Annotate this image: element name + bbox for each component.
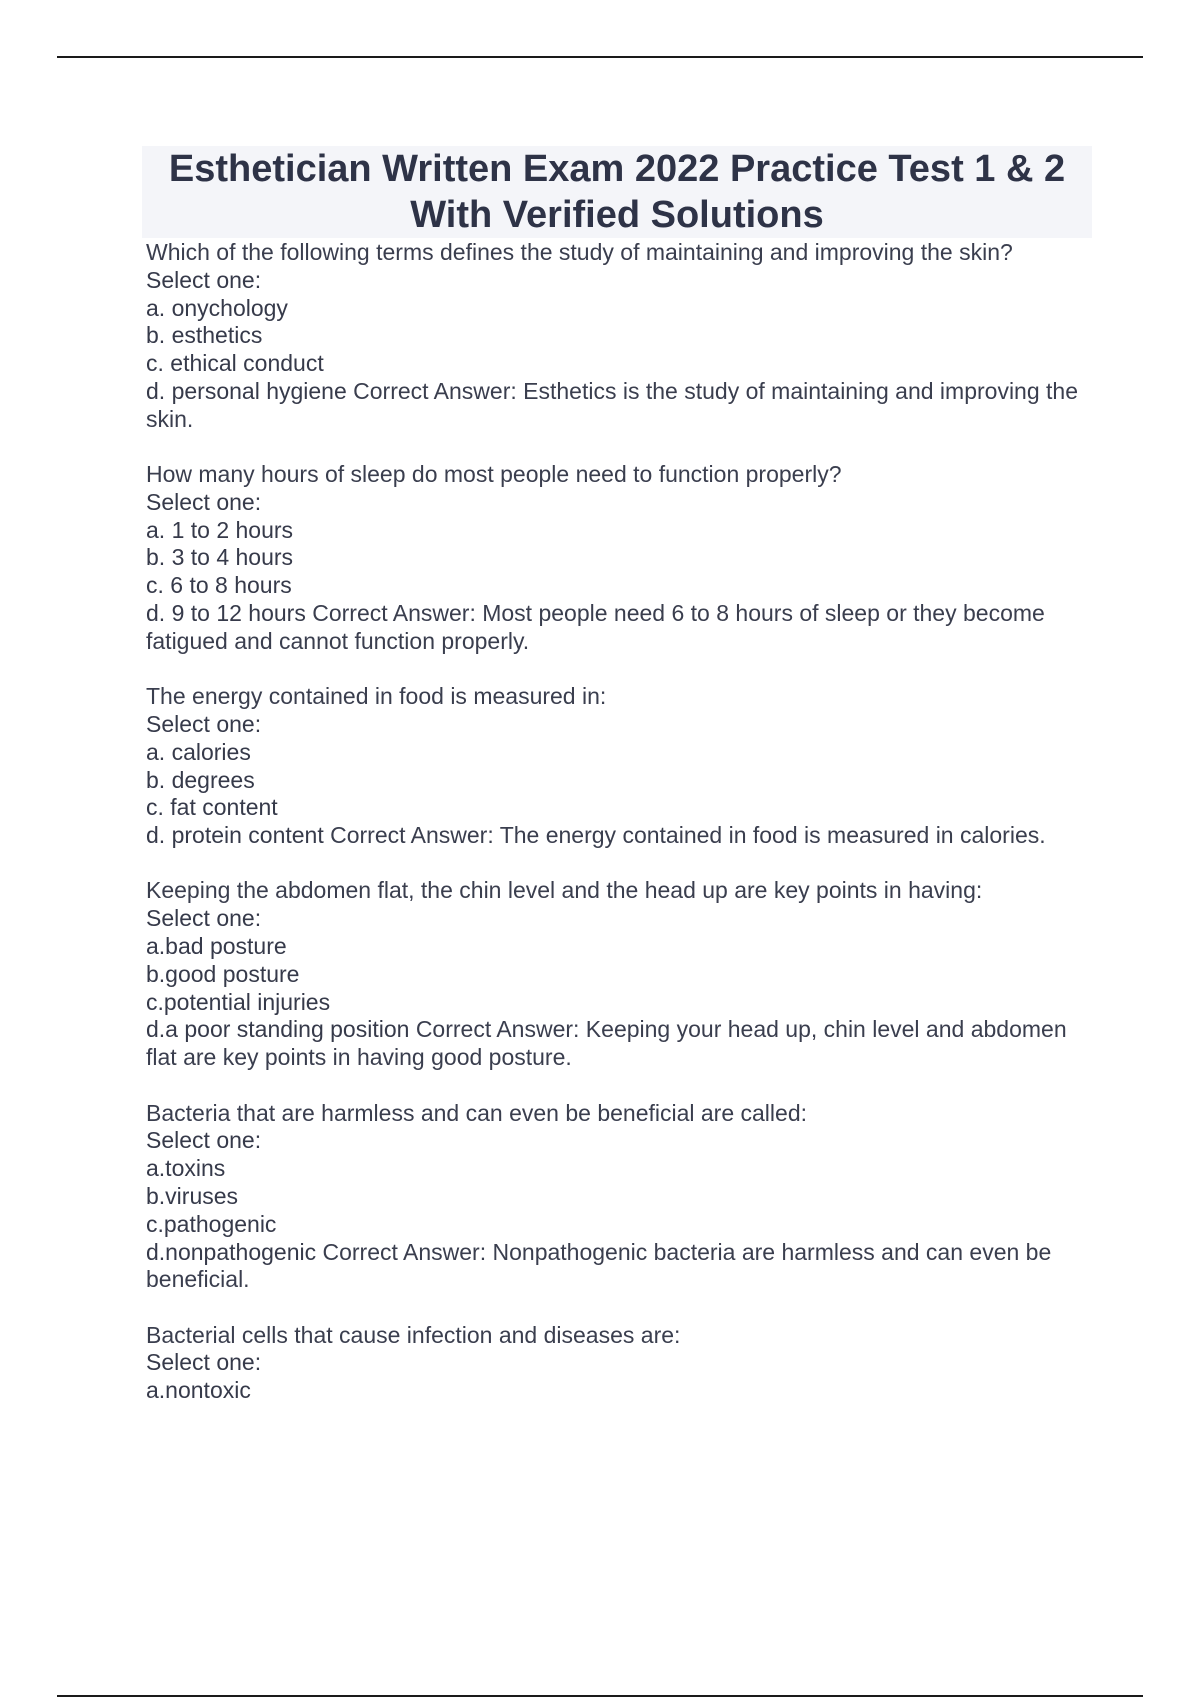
option-d: d.a poor standing position (146, 1016, 410, 1043)
option-a: a. 1 to 2 hours (146, 516, 294, 543)
question-block-4 (146, 877, 1096, 1072)
correct-answer: Correct Answer: Nonpathogenic bacteria are harmless and can even be beneficial. (146, 1238, 1058, 1293)
correct-answer: Correct Answer: The energy contained in food is measured in calories. (330, 822, 1046, 849)
top-rule (57, 56, 1143, 58)
correct-answer: Correct Answer: Most people need 6 to 8 hours of sleep or they become fatigued and cannot function properly. (146, 600, 1052, 654)
question-block-6 (146, 1322, 1096, 1405)
option-d-with-answer (146, 1239, 1096, 1295)
option-a: a.bad posture (146, 933, 287, 960)
select-prompt: Select one: (146, 905, 262, 932)
select-prompt: Select one: (146, 488, 262, 515)
option-d-with-answer (146, 822, 1096, 850)
option-a: a. calories (146, 738, 251, 765)
option-b: b.good posture (146, 960, 300, 987)
option-d-with-answer (146, 1016, 1096, 1072)
select-prompt: Select one: (146, 1127, 262, 1154)
question-text: Bacteria that are harmless and can even be beneficial are called: (146, 1099, 808, 1126)
select-prompt: Select one: (146, 710, 262, 737)
option-b: b. esthetics (146, 322, 263, 349)
question-block-1 (146, 239, 1096, 434)
question-text: Keeping the abdomen flat, the chin level and the head up are key points in having: (146, 877, 983, 904)
question-text: Bacterial cells that cause infection and diseases are: (146, 1321, 681, 1348)
select-prompt: Select one: (146, 1349, 262, 1376)
question-block-3 (146, 683, 1096, 850)
option-b: b.viruses (146, 1182, 239, 1209)
option-d: d. personal hygiene (146, 377, 347, 404)
question-text: The energy contained in food is measured in: (146, 683, 607, 710)
option-c: c. 6 to 8 hours (146, 572, 292, 599)
correct-answer: Correct Answer: Esthetics is the study of maintaining and improving the skin. (146, 377, 1085, 432)
correct-answer: Correct Answer: Keeping your head up, chin level and abdomen flat are key points in having good posture. (146, 1016, 1073, 1071)
option-a: a.toxins (146, 1155, 226, 1182)
option-c: c. ethical conduct (146, 350, 324, 377)
question-block-2 (146, 461, 1096, 656)
question-block-5 (146, 1100, 1096, 1295)
option-c: c.potential injuries (146, 988, 331, 1015)
option-d: d. protein content (146, 822, 324, 849)
document-title: Esthetician Written Exam 2022 Practice Test 1 & 2 With Verified Solutions (142, 146, 1092, 238)
option-b: b. 3 to 4 hours (146, 544, 294, 571)
option-d-with-answer (146, 378, 1096, 434)
question-text: How many hours of sleep do most people need to function properly? (146, 461, 842, 488)
select-prompt: Select one: (146, 266, 262, 293)
question-text: Which of the following terms defines the study of maintaining and improving the skin? (146, 239, 1013, 265)
option-d: d.nonpathogenic (146, 1238, 317, 1265)
option-a: a.nontoxic (146, 1377, 251, 1404)
option-b: b. degrees (146, 766, 255, 793)
bottom-rule (57, 1695, 1143, 1697)
question-list (146, 239, 1096, 1432)
option-c: c. fat content (146, 794, 278, 821)
option-d: d. 9 to 12 hours (146, 600, 306, 627)
option-a: a. onychology (146, 294, 288, 321)
option-d-with-answer (146, 600, 1096, 656)
option-c: c.pathogenic (146, 1210, 277, 1237)
